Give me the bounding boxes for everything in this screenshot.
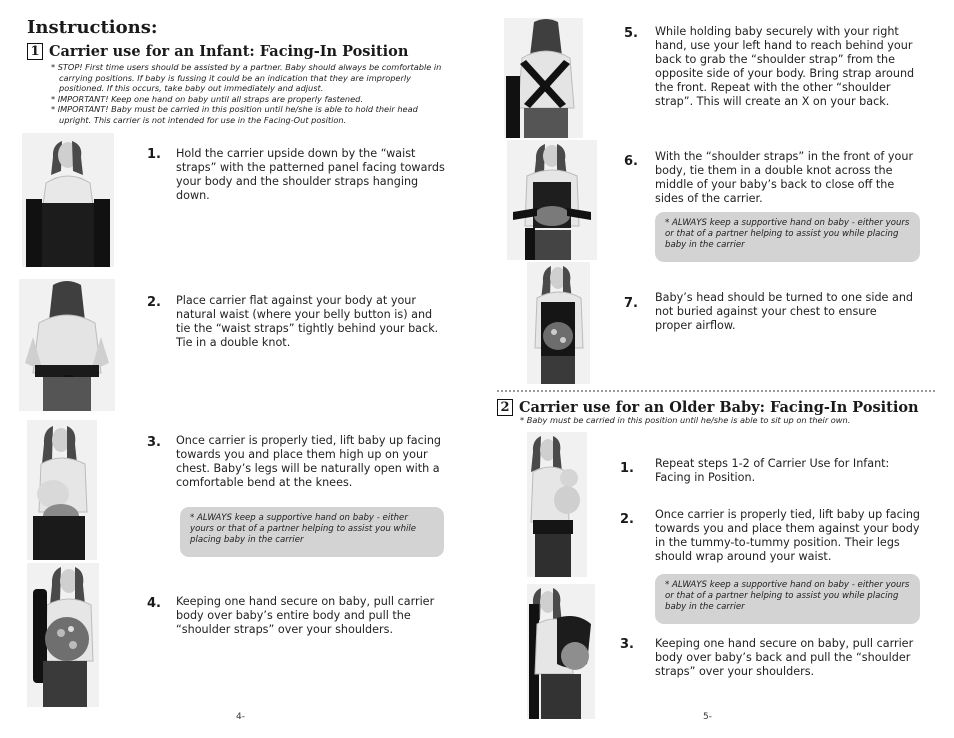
older-step-1-number: 1. bbox=[620, 461, 634, 476]
older-step-3-photo bbox=[527, 584, 595, 719]
older-step-2-number: 2. bbox=[620, 512, 634, 527]
step-2-text: Place carrier flat against your body at your natural waist (where your belly button is) and tie the “waist straps” tightly behind your back. Tie in a double knot. bbox=[176, 294, 439, 349]
step-2-number: 2. bbox=[147, 295, 161, 310]
right-page-number: 5- bbox=[703, 712, 712, 722]
step-4-text: Keeping one hand secure on baby, pull carrier body over baby’s entire body and pull the “shoulder straps” over your shoulders. bbox=[176, 595, 435, 636]
step-3-text: Once carrier is properly tied, lift baby up facing towards you and place them high up on your chest. Baby’s legs will be naturally open with a comfortable bend at the knees. bbox=[176, 434, 442, 489]
instructions-heading: Instructions: bbox=[27, 17, 158, 38]
step-5-photo bbox=[504, 18, 583, 138]
step-7-text: Baby’s head should be turned to one side and not buried against your chest to ensure proper airflow. bbox=[655, 291, 914, 332]
step-6-text: With the “shoulder straps” in the front of your body, tie them in a double knot across the middle of your baby’s back to close off the sides of the carrier. bbox=[655, 150, 914, 205]
woman-holding-older-baby-image bbox=[527, 432, 587, 577]
section-2-title: Carrier use for an Older Baby: Facing-In Position bbox=[519, 399, 919, 416]
step-3-number: 3. bbox=[147, 435, 161, 450]
note-keep-hand: * IMPORTANT! Keep one hand on baby until all straps are properly fastened. bbox=[51, 93, 363, 104]
woman-tying-straps-front-image bbox=[507, 140, 597, 260]
step-4-number: 4. bbox=[147, 596, 161, 611]
step-7-photo bbox=[527, 262, 590, 384]
step-7-number: 7. bbox=[624, 296, 638, 311]
woman-carrying-baby-finished-image bbox=[527, 262, 590, 384]
step-4-photo bbox=[27, 563, 99, 707]
older-step-3-text: Keeping one hand secure on baby, pull carrier body over baby’s back and pull the “shoulder straps” over your shoulders. bbox=[655, 637, 914, 678]
step-6-callout: * ALWAYS keep a supportive hand on baby - either yours or that of a partner helping to assist you while placing baby in the carrier bbox=[655, 212, 920, 262]
step-6-number: 6. bbox=[624, 154, 638, 169]
woman-back-tying-waist-straps-image bbox=[19, 279, 115, 411]
step-5-text: While holding baby securely with your right hand, use your left hand to reach behind your back to grab the “shoulder strap” from the opposite side of your body. Bring strap around the front. Repeat with the other “shoulder strap”. This will create an X on your back. bbox=[655, 25, 915, 108]
older-step-2-callout: * ALWAYS keep a supportive hand on baby - either yours or that of a partner helping to assist you while placing baby in the carrier bbox=[655, 574, 920, 624]
section-2-number: 2 bbox=[497, 399, 513, 416]
older-step-2-text: Once carrier is properly tied, lift baby up facing towards you and place them against your body in the tummy-to-tummy position. Their legs should wrap around your waist. bbox=[655, 508, 921, 563]
step-1-text: Hold the carrier upside down by the “waist straps” with the patterned panel facing towards your body and the shoulder straps hanging down. bbox=[176, 147, 445, 202]
section-1-number: 1 bbox=[27, 43, 43, 60]
woman-lifting-baby-image bbox=[27, 420, 97, 560]
older-step-1-photo bbox=[527, 432, 587, 577]
left-page-number: 4- bbox=[236, 712, 245, 722]
section-1-title: Carrier use for an Infant: Facing-In Position bbox=[49, 43, 409, 60]
older-step-1-text: Repeat steps 1-2 of Carrier Use for Infant: Facing in Position. bbox=[655, 457, 890, 484]
woman-holding-carrier-image bbox=[22, 133, 114, 267]
note-head-upright: * IMPORTANT! Baby must be carried in this position until he/she is able to hold their head upright. This carrier is not intended for use in the Facing-Out position. bbox=[51, 104, 418, 125]
step-3-callout: * ALWAYS keep a supportive hand on baby - either yours or that of a partner helping to assist you while placing baby in the carrier bbox=[180, 507, 444, 557]
step-1-number: 1. bbox=[147, 147, 161, 162]
older-step-3-number: 3. bbox=[620, 637, 634, 652]
step-5-number: 5. bbox=[624, 26, 638, 41]
step-1-photo bbox=[22, 133, 114, 267]
section-2-header bbox=[497, 399, 919, 416]
section-2-note: * Baby must be carried in this position until he/she is able to sit up on their own. bbox=[520, 415, 851, 425]
note-stop: * STOP! First time users should be assisted by a partner. Baby should always be comfortable in carrying positions. If baby is fussing it could be an indication that they are improperly positioned. If this occurs, take baby out immediately and adjust. bbox=[51, 62, 442, 94]
section-1-header bbox=[27, 43, 408, 60]
step-2-photo bbox=[19, 279, 115, 411]
woman-back-crossing-straps-image bbox=[504, 18, 583, 138]
section-divider bbox=[497, 390, 935, 392]
woman-pulling-carrier-over-older-baby-image bbox=[527, 584, 595, 719]
step-6-photo bbox=[507, 140, 597, 260]
section-1-notes bbox=[51, 62, 451, 126]
step-3-photo bbox=[27, 420, 97, 560]
woman-pulling-carrier-over-baby-image bbox=[27, 563, 99, 707]
